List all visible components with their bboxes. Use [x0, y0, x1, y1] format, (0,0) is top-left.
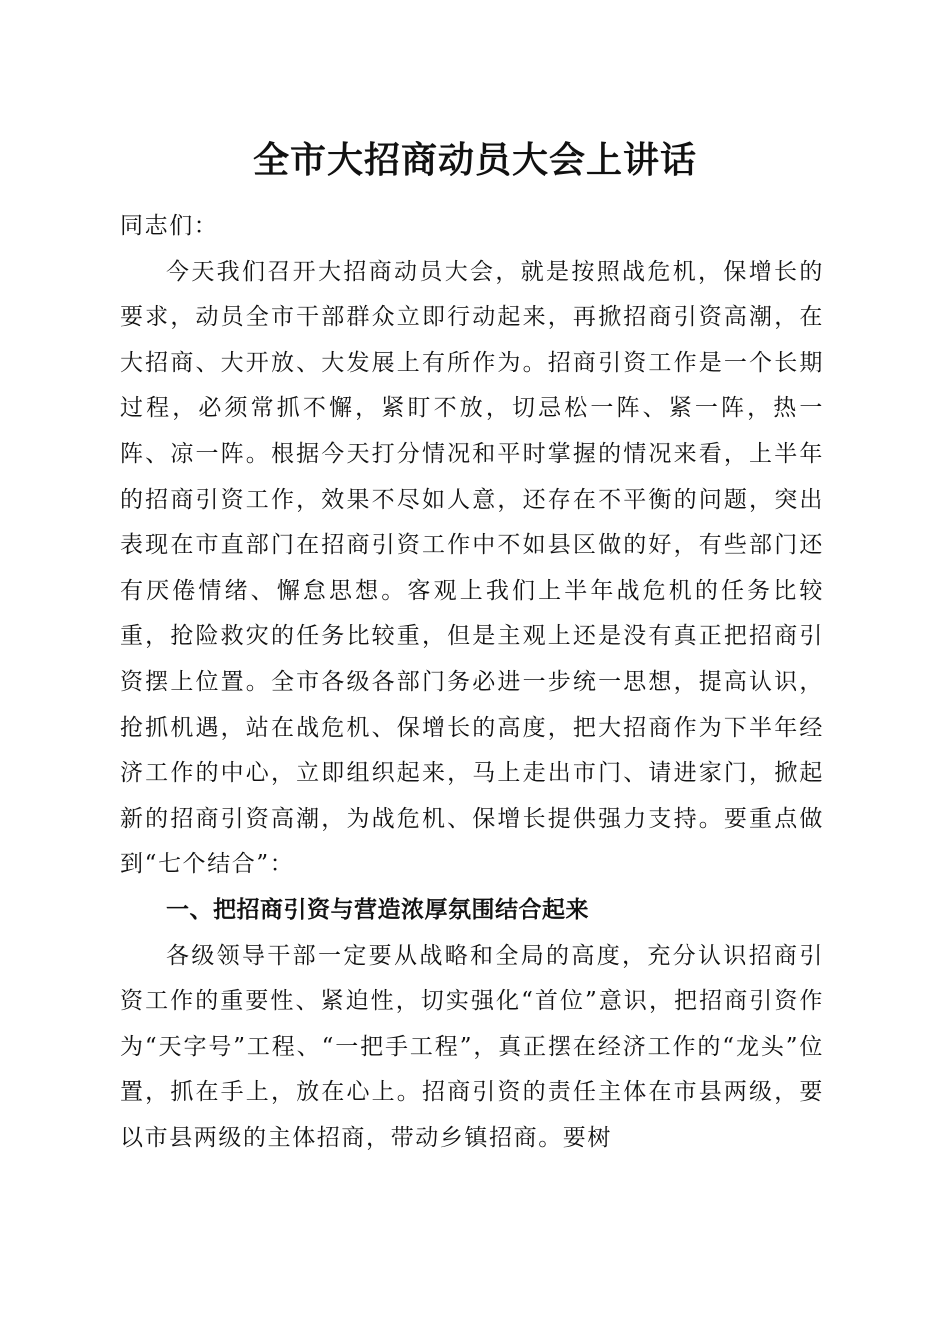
section-heading: 一、把招商引资与营造浓厚氛围结合起来: [166, 896, 589, 923]
document-title: 全市大招商动员大会上讲话: [252, 139, 697, 181]
salutation: 同志们：: [120, 213, 219, 239]
document-body: [120, 204, 824, 1161]
paragraph: 今天我们召开大招商动员大会，就是按照战危机，保增长的要求，动员全市干部群众立即行动起来，再掀招商引资高潮，在大招商、大开放、大发展上有所作为。招商引资工作是一个长期过程，必须常抓不懈，紧盯不放，切忌松一阵、紧一阵，热一阵、凉一阵。根据今天打分情况和平时掌握的情况来看，上半年的招商引资工作，效果不尽如人意，还存在不平衡的问题，突出表现在市直部门在招商引资工作中不如县区做的好，有些部门还有厌倦情绪、懈怠思想。客观上我们上半年战危机的任务比较重，抢险救灾的任务比较重，但是主观上还是没有真正把招商引资摆上位置。全市各级各部门务必进一步统一思想，提高认识，抢抓机遇，站在战危机、保增长的高度，把大招商作为下半年经济工作的中心，立即组织起来，马上走出市门、请进家门，掀起新的招商引资高潮，为战危机、保增长提供强力支持。要重点做到“七个结合”：: [120, 258, 824, 878]
paragraph: 各级领导干部一定要从战略和全局的高度，充分认识招商引资工作的重要性、紧迫性，切实强化“首位”意识，把招商引资作为“天字号”工程、“一把手工程”，真正摆在经济工作的“龙头”位置，抓在手上，放在心上。招商引资的责任主体在市县两级，要以市县两级的主体招商，带动乡镇招商。要树: [120, 942, 824, 1151]
